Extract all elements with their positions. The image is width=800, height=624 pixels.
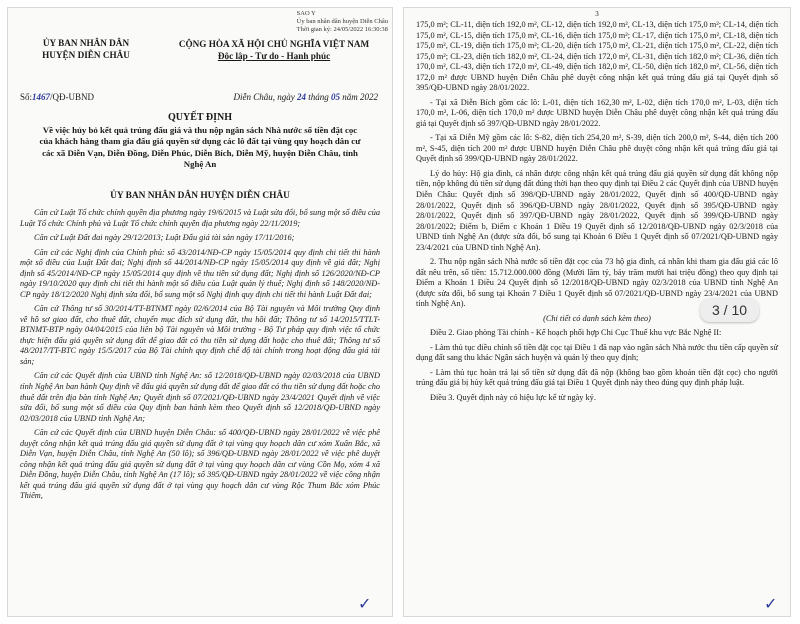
preamble-paragraph: Căn cứ Luật Đất đai ngày 29/12/2013; Luật Đấu giá tài sản ngày 17/11/2016; xyxy=(34,233,295,243)
date-day: 24 xyxy=(296,92,306,102)
doc-number-suffix: /QĐ-UBND xyxy=(50,92,95,102)
preamble-paragraph: Căn cứ các Quyết định của UBND huyện Diễn Châu: số 400/QĐ-UBND ngày 28/01/2022 về việc phê duyệt công nhận kết quả trúng đấu giá quyền sử dụng đất ở tại vùng quy hoạch dân cư xóm Xuân Bắc, xã Diễn Vạn, huyện Diễn Châu, tỉnh Nghệ An (50 lô); số 396/QĐ-UBND ngày 28/01/2022 về việc phê duyệt công nhận kết quả trúng đấu giá quyền sử dụng đất ở tại vùng quy hoạch dân cư vùng Cồn Mọ, xóm 4 xã Diễn Đồng, huyện Diễn Châu, tỉnh Nghệ An (17 lô); số 395/QĐ-UBND ngày 28/01/2022 về việc công nhận kết quả trúng đấu giá quyền sử dụng đất ở tại vùng quy hoạch dân cư vùng Rộc Thum Bắc xóm Phúc Thiêm, xyxy=(20,428,380,501)
decision-body xyxy=(416,20,778,408)
preamble-paragraph: Căn cứ các Quyết định của UBND tỉnh Nghệ An: số 12/2018/QĐ-UBND ngày 02/03/2018 của UBND tỉnh Nghệ An ban hành Quy định về đấu giá quyền sử dụng đất để giao đất có thu tiền sử dụng đất hoặc cho thuê đất trên địa bàn tỉnh Nghệ An; Quyết định số 07/2021/QĐ-UBND ngày 23/4/2021 Quyết định về việc sửa đổi, bổ sung một số điều của Quy định ban hành kèm theo Quyết định số 12/2018/QĐ-UBND ngày 02/03/2018 của UBND tỉnh Nghệ An; xyxy=(20,371,380,423)
nation-motto: Độc lập - Tự do - Hạnh phúc xyxy=(217,51,331,62)
doc-number-handwritten: 1467 xyxy=(32,92,51,102)
agency-line: ỦY BAN NHÂN DÂN xyxy=(42,38,130,48)
body-paragraph: - Làm thủ tục hoàn trả lại số tiền sử dụng đất đã nộp (không bao gồm khoản tiền đặt cọc) cho người trúng đấu giá bị hủy kết quả trúng đấu giá tại Điều 1 Quyết định này theo đúng quy định pháp luật. xyxy=(416,367,778,388)
body-paragraph: 2. Thu nộp ngân sách Nhà nước số tiền đặt cọc của 73 hộ gia đình, cá nhân khi tham gia đấu giá các lô đất nêu trên, số tiền: 15.712.000.000 đồng (Mười lăm tỷ, bảy trăm mười hai triệu đồng) theo quy định tại Điểm a Khoản 1 Điều 24 Quyết định số 12/2018/QĐ-UBND ngày 02/3/2018 của UBND tỉnh Nghệ An (được sửa đổi, bổ sung tại Khoản 7 Điều 1 Quyết định số 07/2021/QĐ-UBND ngày 23/4/2021 của UBND tỉnh Nghệ An). xyxy=(416,257,778,309)
nation-name: CỘNG HÒA XÃ HỘI CHỦ NGHĨA VIỆT NAM xyxy=(178,39,370,49)
doc-number-prefix: Số: xyxy=(20,92,33,102)
document-header xyxy=(16,38,384,63)
body-paragraph: (Chi tiết có danh sách kèm theo) xyxy=(543,313,651,323)
national-heading xyxy=(164,38,384,63)
initials-mark: ✓ xyxy=(764,594,778,613)
page-number: 3 xyxy=(595,10,599,18)
issuing-agency xyxy=(16,38,156,63)
body-paragraph: Lý do hủy: Hộ gia đình, cá nhân được công nhận kết quả trúng đấu giá quyền sử dụng đất không nộp tiền, nộp không đủ tiền sử dụng đất đúng thời hạn theo quy định tại Điều 2 các Quyết định của UBND huyện Diễn Châu: Quyết định số 398/QĐ-UBND ngày 28/01/2022, Quyết định số 400/QĐ-UBND ngày 28/01/2022, Quyết định số 396/QĐ-UBND ngày 28/01/2022, Quyết định số 395/QĐ-UBND ngày 28/01/2022, Quyết định số 397/QĐ-UBND ngày 28/01/2022, Quyết định số 399/QĐ-UBND ngày 28/01/2022; Điểm b, Điểm c Khoản 1 Điều 19 Quyết định số 12/2018/QĐ-UBND ngày 02/3/2018 của UBND tỉnh Nghệ An (được sửa đổi, bổ sung tại Khoản 6 Điều 1 Quyết định số 07/2021/QĐ-UBND ngày 23/4/2021 của UBND tỉnh Nghệ An). xyxy=(416,168,778,252)
preamble-paragraph: Căn cứ các Nghị định của Chính phủ: số 43/2014/NĐ-CP ngày 15/05/2014 quy định chi tiết thi hành một số điều của Luật Đất đai; Nghị định số 44/2014/NĐ-CP ngày 15/05/2014 quy định về giá đất; Nghị định số 45/2014/NĐ-CP ngày 15/05/2014 quy định về thu tiền sử dụng đất; Nghị định số 126/2020/NĐ-CP ngày 19/10/2020 quy định chi tiết thi hành một số điều của Luật quản lý thuế; Nghị định số 148/2020/NĐ-CP ngày 18/12/2020 Nghị định sửa đổi, bổ sung một số Nghị định quy định chi tiết thi hành Luật Đất đai; xyxy=(20,247,380,299)
document-number xyxy=(20,92,94,104)
copy-stamp-line: Thời gian ký: 24/05/2022 16:30:38 xyxy=(296,25,388,33)
body-paragraph: - Làm thủ tục điều chỉnh số tiền đặt cọc tại Điều 1 đã nạp vào ngân sách Nhà nước thu tiền cấp quyền sử dụng đất sang thu khác Ngân sách huyện và quản lý theo quy định; xyxy=(416,342,778,363)
preamble-paragraph: Căn cứ Thông tư số 30/2014/TT-BTNMT ngày 02/6/2014 của Bộ Tài nguyên và Môi trường Quy định về hồ sơ giao đất, cho thuê đất, chuyển mục đích sử dụng đất, thu hồi đất; Thông tư số 14/2015/TTLT-BTNMT-BTP ngày 04/04/2015 của liên bộ Tài nguyên và Môi trường - Bộ Tư pháp quy định việc tổ chức thực hiện đấu giá quyền sử dụng đất để giao đất có thu tiền sử dụng đất hoặc cho thuê đất; Thông tư số 48/2017/TT-BTC ngày 15/5/2017 của Bộ Tài chính quy định chế độ tài chính trong hoạt động đấu giá tài sản; xyxy=(20,304,380,366)
copy-stamp xyxy=(297,10,388,33)
page-indicator[interactable]: 3 / 10 xyxy=(700,298,759,322)
decision-subject: Về việc hủy bỏ kết quả trúng đấu giá và thu nộp ngân sách Nhà nước số tiền đặt cọc của khách hàng tham gia đấu giá quyền sử dụng các lô đất tại vùng quy hoạch dân cư các xã Diễn Vạn, Diễn Đồng, Diễn Phúc, Diễn Bích, Diễn Mỹ, huyện Diễn Châu, tỉnh Nghệ An xyxy=(39,125,361,170)
body-paragraph: - Tại xã Diễn Mỹ gồm các lô: S-82, diện tích 254,20 m², S-39, diện tích 200,0 m², S-44, diện tích 200 m², S-45, diện tích 200 m² được UBND huyện Diễn Châu phê duyệt công nhận kết quả trúng đấu giá tại Quyết định số 399/QĐ-UBND ngày 28/01/2022. xyxy=(416,133,778,164)
date-month: 05 xyxy=(331,92,340,102)
article-3: Điều 3. Quyết định này có hiệu lực kể từ ngày ký. xyxy=(430,393,596,402)
place-and-date xyxy=(233,92,378,104)
date-month-label: tháng xyxy=(308,92,329,102)
body-paragraph: - Tại xã Diễn Bích gồm các lô: L-01, diện tích 162,30 m², L-02, diện tích 170,0 m², L-03, diện tích 170,0 m², L-06, diện tích 170,0 m² được UBND huyện Diễn Châu phê duyệt công nhận kết quả trúng đấu giá tại Quyết định số 397/QĐ-UBND ngày 28/01/2022. xyxy=(416,97,778,128)
preamble xyxy=(20,208,380,506)
decision-title: QUYẾT ĐỊNH xyxy=(168,112,232,123)
initials-mark: ✓ xyxy=(358,594,372,613)
article-2: Điều 2. Giao phòng Tài chính - Kế hoạch phối hợp Chi Cục Thuế khu vực Bắc Nghệ II: xyxy=(430,328,722,338)
agency-line: HUYỆN DIỄN CHÂU xyxy=(42,49,130,60)
copy-stamp-line: Ủy ban nhân dân huyện Diễn Châu xyxy=(296,17,388,25)
date-prefix: Diễn Châu, ngày xyxy=(233,92,295,102)
body-paragraph: 175,0 m²; CL-11, diện tích 192,0 m², CL-12, diện tích 192,0 m², CL-13, diện tích 175,0 m²; CL-14, diện tích 175,0 m², CL-15, diện tích 175,0 m², CL-16, diện tích 175,0 m²; CL-17, diện tích 175,0 m², CL-18, diện tích 175,0 m², CL-19, diện tích 175,0 m²; CL-20, diện tích 175,0 m², CL-21, diện tích 175,0 m², CL-22, diện tích 175,0 m²; CL-23, diện tích 182,0 m², CL-24, diện tích 172,0 m², CL-31, diện tích 182,0 m²; CL-36, diện tích 170,0 m², CL-43, diện tích 172,0 m², CL-49, diện tích 182,0 m², CL-50, diện tích 182,0 m², CL-56, diện tích 172,0 m² được UBND huyện Diễn Châu phê duyệt công nhận kết quả trúng đấu giá tại Quyết định số 395/QĐ-UBND ngày 28/01/2022. xyxy=(416,20,778,93)
preamble-paragraph: Căn cứ Luật Tổ chức chính quyền địa phương ngày 19/6/2015 và Luật sửa đổi, bổ sung một số điều của Luật Tổ chức Chính phủ và Luật Tổ chức chính quyền địa phương ngày 22/11/2019; xyxy=(20,208,380,228)
copy-stamp-line: SAO Y xyxy=(296,10,316,17)
committee-heading: ỦY BAN NHÂN DÂN HUYỆN DIỄN CHÂU xyxy=(110,191,290,201)
date-year: năm 2022 xyxy=(342,92,378,102)
document-page-1 xyxy=(8,8,392,616)
